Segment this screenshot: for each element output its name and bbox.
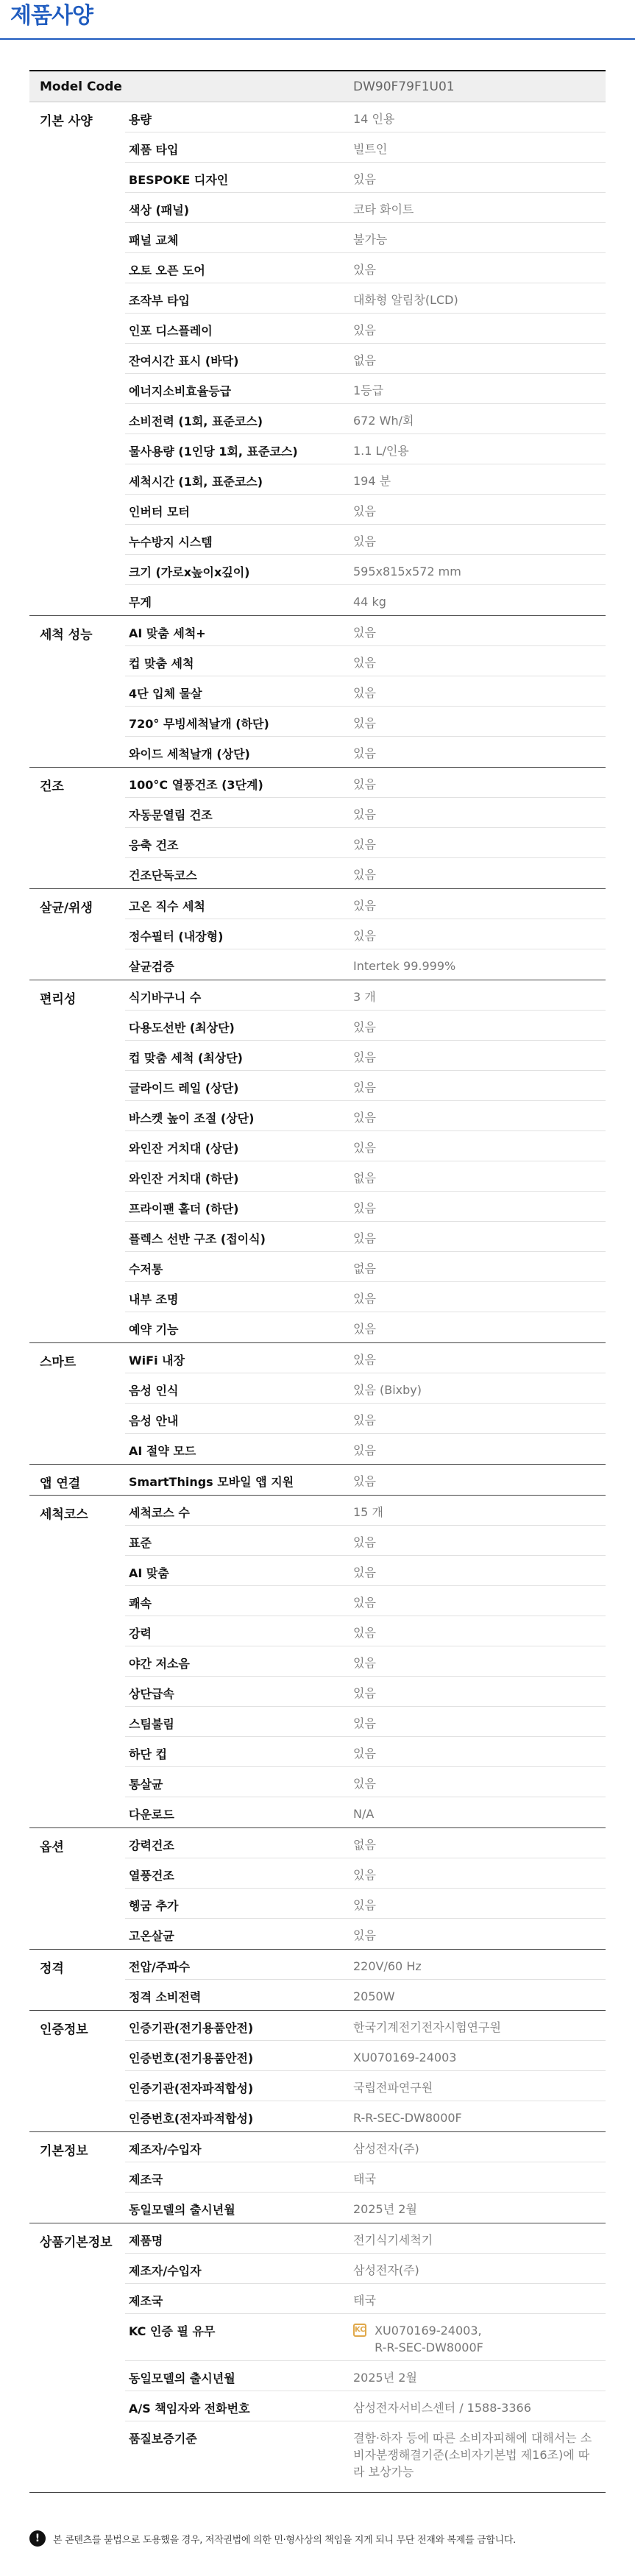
spec-name: AI 맞춤	[129, 1566, 169, 1580]
spec-group	[29, 1343, 606, 1465]
group-rows	[125, 980, 606, 1342]
spec-value: 있음	[353, 1080, 376, 1094]
spec-name: 하단 컵	[129, 1747, 167, 1761]
spec-name: 고온살균	[129, 1929, 174, 1943]
spec-value: 있음	[353, 1474, 376, 1488]
spec-value: 대화형 알림창(LCD)	[353, 293, 458, 307]
group-rows	[125, 1828, 606, 1949]
group-label: 상품기본정보	[40, 2235, 113, 2250]
spec-name: 정수필터 (내장형)	[129, 930, 224, 944]
spec-name: 인증기관(전자파적합성)	[129, 2081, 254, 2095]
spec-value: 없음	[353, 1838, 376, 1852]
spec-name: 다운로드	[129, 1808, 174, 1822]
spec-row	[125, 858, 606, 888]
spec-value: 2025년 2월	[353, 2202, 417, 2216]
group-label: 기본 사양	[40, 114, 93, 129]
spec-name: 크기 (가로x높이x깊이)	[129, 565, 250, 579]
spec-row	[125, 1828, 606, 1858]
spec-name: BESPOKE 디자인	[129, 173, 229, 187]
spec-value: 있음	[353, 1111, 376, 1125]
spec-row	[125, 344, 606, 374]
spec-row	[125, 314, 606, 344]
spec-name: 쾌속	[129, 1596, 152, 1610]
spec-name: 와이드 세척날개 (상단)	[129, 747, 250, 761]
spec-row	[125, 1434, 606, 1464]
spec-name: 헹굼 추가	[129, 1899, 179, 1913]
spec-row	[125, 193, 606, 223]
spec-name: SmartThings 모바일 앱 지원	[129, 1475, 294, 1489]
spec-name: 잔여시간 표시 (바닥)	[129, 354, 239, 368]
spec-name: 품질보증기준	[129, 2432, 197, 2446]
spec-value: 태국	[353, 2293, 376, 2307]
spec-group	[29, 1465, 606, 1496]
spec-group	[29, 2132, 606, 2223]
spec-row	[125, 223, 606, 253]
spec-row	[125, 1616, 606, 1646]
spec-value: 있음	[353, 656, 376, 670]
spec-row	[125, 919, 606, 949]
spec-value: 2050W	[353, 1989, 395, 2003]
spec-row	[125, 2361, 606, 2391]
spec-value: 672 Wh/회	[353, 414, 414, 428]
spec-name: 제품명	[129, 2234, 163, 2248]
spec-value: 있음	[353, 626, 376, 640]
spec-value: 있음	[353, 807, 376, 821]
spec-value: 15 개	[353, 1505, 383, 1519]
spec-name: 제조국	[129, 2294, 163, 2308]
spec-value: 전기식기세척기	[353, 2233, 433, 2247]
spec-value: Intertek 99.999%	[353, 959, 456, 973]
spec-row	[125, 949, 606, 980]
group-rows	[125, 768, 606, 888]
group-rows	[125, 1343, 606, 1464]
spec-name: 인증번호(전기용품안전)	[129, 2051, 254, 2065]
spec-name: 제조국	[129, 2173, 163, 2187]
spec-row	[125, 434, 606, 464]
spec-value: 있음 (Bixby)	[353, 1383, 422, 1397]
spec-name: 강력	[129, 1627, 152, 1641]
spec-row	[125, 2041, 606, 2071]
spec-row	[125, 2162, 606, 2193]
spec-value: N/A	[353, 1807, 375, 1821]
group-label: 편리성	[40, 992, 77, 1007]
spec-name: 제품 타입	[129, 143, 179, 157]
spec-name: 와인잔 거치대 (상단)	[129, 1142, 239, 1156]
spec-row	[125, 798, 606, 828]
spec-name: WiFi 내장	[129, 1354, 185, 1367]
spec-value: 코타 화이트	[353, 202, 414, 216]
group-rows	[125, 2011, 606, 2131]
spec-table	[29, 70, 606, 2493]
group-label: 인증정보	[40, 2023, 88, 2037]
group-label: 앱 연결	[40, 1476, 81, 1491]
group-rows	[125, 2132, 606, 2223]
spec-name: 통살균	[129, 1777, 163, 1791]
spec-row	[125, 1343, 606, 1373]
kc-number-line: XU070169-24003,	[375, 2324, 482, 2338]
spec-value: 44 kg	[353, 595, 386, 609]
spec-name: A/S 책임자와 전화번호	[129, 2402, 250, 2416]
spec-row	[125, 2421, 606, 2492]
spec-name: 세척코스 수	[129, 1506, 190, 1520]
warning-icon: !	[29, 2530, 46, 2547]
spec-value: 있음	[353, 868, 376, 882]
spec-row	[125, 980, 606, 1011]
page-header	[0, 0, 635, 40]
spec-name: 동일모델의 출시년월	[129, 2203, 235, 2217]
spec-row	[125, 555, 606, 585]
spec-name: 제조자/수입자	[129, 2264, 202, 2278]
spec-value: 있음	[353, 929, 376, 943]
spec-value: 한국기계전기전자시험연구원	[353, 2020, 501, 2034]
spec-value: 있음	[353, 1141, 376, 1155]
group-label: 세척 성능	[40, 628, 93, 643]
model-code-label: Model Code	[40, 79, 122, 94]
spec-name: 식기바구니 수	[129, 991, 202, 1005]
spec-row	[125, 464, 606, 495]
spec-row	[125, 1919, 606, 1949]
spec-row	[125, 1586, 606, 1616]
spec-value: 불가능	[353, 233, 388, 247]
spec-group	[29, 616, 606, 768]
spec-row	[125, 1465, 606, 1495]
spec-row	[125, 889, 606, 919]
spec-row	[125, 737, 606, 767]
spec-value: 595x815x572 mm	[353, 565, 461, 578]
spec-value: 있음	[353, 1231, 376, 1245]
spec-table-wrapper	[29, 70, 606, 2493]
spec-row	[125, 1889, 606, 1919]
spec-value: 있음	[353, 1596, 376, 1610]
group-rows	[125, 616, 606, 767]
spec-group	[29, 768, 606, 889]
spec-name: 와인잔 거치대 (하단)	[129, 1172, 239, 1186]
spec-value: 있음	[353, 504, 376, 518]
spec-name: 패널 교체	[129, 233, 179, 247]
spec-row	[125, 616, 606, 646]
spec-name: 살균검증	[129, 960, 174, 974]
spec-value: 있음	[353, 1020, 376, 1034]
spec-value: 삼성전자(주)	[353, 2263, 419, 2277]
spec-row	[125, 1312, 606, 1342]
spec-value: 1등급	[353, 383, 384, 397]
spec-name: 색상 (패널)	[129, 203, 190, 217]
spec-row	[125, 1858, 606, 1889]
spec-value: 있음	[353, 1716, 376, 1730]
kc-number-line: R-R-SEC-DW8000F	[375, 2340, 483, 2354]
spec-group-product-info	[29, 2223, 606, 2493]
spec-row	[125, 102, 606, 132]
spec-name: 4단 입체 물살	[129, 687, 202, 701]
spec-name: 내부 조명	[129, 1292, 179, 1306]
group-label: 살균/위생	[40, 901, 93, 916]
spec-name: 소비전력 (1회, 표준코스)	[129, 414, 263, 428]
spec-value: 14 인용	[353, 112, 395, 126]
spec-row	[125, 1707, 606, 1737]
spec-row	[125, 1041, 606, 1071]
page-title: 제품사양	[10, 3, 93, 29]
notice-text: 본 콘텐츠를 불법으로 도용했을 경우, 저작권법에 의한 민·형사상의 책임을 지게 되니 무단 전재와 복제를 금합니다.	[53, 2534, 517, 2546]
spec-name: 글라이드 레일 (상단)	[129, 1081, 239, 1095]
spec-row	[125, 1677, 606, 1707]
spec-value: 220V/60 Hz	[353, 1959, 422, 1973]
group-rows	[125, 1496, 606, 1827]
kc-certification-icon: KC	[353, 2324, 366, 2337]
model-code-row	[29, 71, 606, 102]
spec-name: 동일모델의 출시년월	[129, 2371, 235, 2385]
spec-row	[125, 404, 606, 434]
spec-name: 응축 건조	[129, 838, 179, 852]
spec-value: 1.1 L/인용	[353, 444, 409, 458]
spec-row	[125, 646, 606, 676]
spec-row	[125, 828, 606, 858]
spec-name: 컵 맞춤 세척	[129, 657, 194, 670]
spec-name: 인증번호(전자파적합성)	[129, 2112, 254, 2126]
group-rows	[125, 1465, 606, 1495]
spec-name: 예약 기능	[129, 1323, 179, 1337]
spec-name: 정격 소비전력	[129, 1990, 202, 2004]
spec-row	[125, 1556, 606, 1586]
spec-value: 있음	[353, 1353, 376, 1367]
spec-row	[125, 676, 606, 707]
spec-name: 건조단독코스	[129, 868, 197, 882]
spec-row	[125, 1101, 606, 1131]
spec-row	[125, 1767, 606, 1797]
spec-value: 결함·하자 등에 따른 소비자피해에 대해서는 소비자분쟁해결기준(소비자기본법 제16조)에 따라 보상가능	[353, 2431, 592, 2479]
spec-name: 컵 맞춤 세척 (최상단)	[129, 1051, 243, 1065]
spec-value: 있음	[353, 716, 376, 730]
spec-value: 있음	[353, 1050, 376, 1064]
spec-value: 있음	[353, 1777, 376, 1791]
spec-group	[29, 102, 606, 616]
spec-row	[125, 1282, 606, 1312]
group-rows	[125, 2223, 606, 2492]
spec-value: 있음	[353, 1626, 376, 1640]
spec-name: 음성 인식	[129, 1384, 179, 1398]
spec-name: 전압/주파수	[129, 1960, 191, 1974]
spec-row	[125, 163, 606, 193]
spec-value: 있음	[353, 1413, 376, 1427]
group-rows	[125, 1950, 606, 2010]
spec-groups	[29, 102, 606, 2223]
spec-value: 있음	[353, 777, 376, 791]
spec-row	[125, 1373, 606, 1404]
spec-value: 있음	[353, 172, 376, 186]
group-label: 옵션	[40, 1840, 64, 1855]
spec-row	[125, 1161, 606, 1192]
spec-value: 있음	[353, 1928, 376, 1942]
spec-name: 무게	[129, 595, 152, 609]
spec-row	[125, 253, 606, 283]
spec-value: 있음	[353, 1686, 376, 1700]
spec-row	[125, 1496, 606, 1526]
spec-name: 720° 무빙세척날개 (하단)	[129, 717, 269, 731]
spec-value: 삼성전자서비스센터 / 1588-3366	[353, 2401, 531, 2415]
spec-name: 세척시간 (1회, 표준코스)	[129, 475, 263, 489]
spec-name: AI 절약 모드	[129, 1444, 196, 1458]
spec-row	[125, 1737, 606, 1767]
spec-row	[125, 1192, 606, 1222]
spec-value: 있음	[353, 1535, 376, 1549]
group-label: 정격	[40, 1961, 64, 1976]
spec-name: 표준	[129, 1536, 152, 1550]
spec-row	[125, 2101, 606, 2131]
spec-name: 100°C 열풍건조 (3단계)	[129, 778, 263, 792]
spec-row	[125, 525, 606, 555]
spec-name: 다용도선반 (최상단)	[129, 1021, 235, 1035]
spec-value: 있음	[353, 899, 376, 913]
group-rows	[125, 889, 606, 980]
spec-row	[125, 768, 606, 798]
spec-name: 고온 직수 세척	[129, 899, 205, 913]
spec-row	[125, 2314, 606, 2361]
spec-name: 용량	[129, 113, 152, 127]
spec-row	[125, 1404, 606, 1434]
spec-value: 있음	[353, 838, 376, 852]
spec-row	[125, 2223, 606, 2254]
spec-value: 있음	[353, 534, 376, 548]
spec-value: R-R-SEC-DW8000F	[353, 2111, 462, 2125]
spec-value	[353, 2314, 606, 2360]
spec-row	[125, 495, 606, 525]
spec-row	[125, 132, 606, 163]
spec-row	[125, 1950, 606, 1980]
spec-value: 있음	[353, 746, 376, 760]
spec-row	[125, 2071, 606, 2101]
model-code-value: DW90F79F1U01	[353, 79, 455, 94]
spec-row	[125, 2193, 606, 2223]
spec-name: 바스켓 높이 조절 (상단)	[129, 1111, 255, 1125]
spec-row	[125, 585, 606, 615]
spec-value: 있음	[353, 323, 376, 337]
spec-value: 있음	[353, 1898, 376, 1912]
group-label: 건조	[40, 779, 64, 794]
spec-name: 에너지소비효율등급	[129, 384, 232, 398]
spec-value: 있음	[353, 1443, 376, 1457]
spec-row	[125, 1131, 606, 1161]
spec-row	[125, 1646, 606, 1677]
spec-name: 인증기관(전기용품안전)	[129, 2021, 254, 2035]
spec-name: 열풍건조	[129, 1869, 174, 1883]
spec-group	[29, 1828, 606, 1950]
spec-name: 상단급속	[129, 1687, 174, 1701]
spec-value: 있음	[353, 1565, 376, 1579]
spec-group	[29, 980, 606, 1343]
spec-row	[125, 1252, 606, 1282]
spec-row	[125, 2391, 606, 2421]
spec-value: XU070169-24003	[353, 2050, 457, 2064]
spec-group	[29, 1950, 606, 2011]
spec-name: 조작부 타입	[129, 294, 190, 308]
spec-row	[125, 283, 606, 314]
spec-value: 삼성전자(주)	[353, 2142, 419, 2156]
spec-value: 있음	[353, 1201, 376, 1215]
spec-value: 없음	[353, 353, 376, 367]
spec-value: 있음	[353, 1292, 376, 1306]
spec-name: 인포 디스플레이	[129, 324, 213, 338]
spec-value: 국립전파연구원	[353, 2081, 433, 2095]
group-label: 스마트	[40, 1355, 77, 1370]
spec-group	[29, 889, 606, 980]
spec-value: 있음	[353, 263, 376, 277]
spec-row	[125, 1071, 606, 1101]
spec-value: 있음	[353, 686, 376, 700]
spec-group	[29, 1496, 606, 1828]
spec-name: 야간 저소음	[129, 1657, 190, 1671]
spec-row	[125, 1011, 606, 1041]
spec-row	[125, 2284, 606, 2314]
spec-value: 있음	[353, 1747, 376, 1761]
spec-value: 있음	[353, 1656, 376, 1670]
spec-row	[125, 1222, 606, 1252]
spec-name: 수저통	[129, 1262, 163, 1276]
group-label: 기본정보	[40, 2144, 88, 2159]
spec-row	[125, 1526, 606, 1556]
spec-name: KC 인증 필 유무	[129, 2324, 216, 2338]
spec-value: 2025년 2월	[353, 2371, 417, 2385]
group-label: 세척코스	[40, 1507, 88, 1522]
spec-name: 오토 오픈 도어	[129, 263, 205, 277]
spec-value: 있음	[353, 1868, 376, 1882]
spec-name: AI 맞춤 세척+	[129, 626, 206, 640]
spec-name: 강력건조	[129, 1839, 174, 1853]
spec-value: 태국	[353, 2172, 376, 2186]
spec-value: 3 개	[353, 990, 376, 1004]
spec-row	[125, 707, 606, 737]
kc-certification-numbers	[375, 2322, 483, 2356]
spec-row	[125, 2011, 606, 2041]
spec-name: 스팀불림	[129, 1717, 174, 1731]
spec-value: 194 분	[353, 474, 391, 488]
spec-name: 제조자/수입자	[129, 2142, 202, 2156]
spec-name: 물사용량 (1인당 1회, 표준코스)	[129, 445, 298, 459]
spec-value: 빌트인	[353, 142, 388, 156]
spec-name: 플렉스 선반 구조 (접이식)	[129, 1232, 266, 1246]
spec-value: 있음	[353, 1322, 376, 1336]
spec-row	[125, 2254, 606, 2284]
spec-row	[125, 1980, 606, 2010]
group-rows	[125, 102, 606, 615]
spec-value: 없음	[353, 1262, 376, 1275]
spec-row	[125, 1797, 606, 1827]
spec-name: 음성 안내	[129, 1414, 179, 1428]
spec-value: 없음	[353, 1171, 376, 1185]
spec-name: 프라이팬 홀더 (하단)	[129, 1202, 239, 1216]
spec-name: 인버터 모터	[129, 505, 190, 519]
spec-name: 누수방지 시스템	[129, 535, 213, 549]
spec-row	[125, 374, 606, 404]
copyright-notice	[29, 2530, 606, 2547]
spec-row	[125, 2132, 606, 2162]
spec-name: 자동문열림 건조	[129, 808, 213, 822]
spec-group	[29, 2011, 606, 2132]
